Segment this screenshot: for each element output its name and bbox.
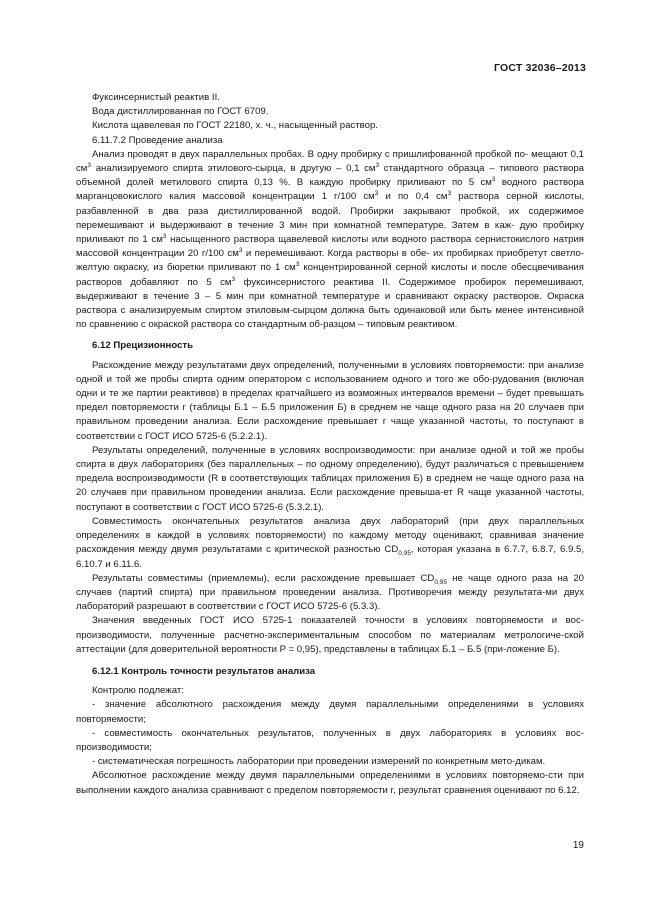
- text-run: и по 0,4 см: [378, 191, 448, 203]
- text-run: концентрированной: [299, 262, 392, 274]
- page-body: [76, 91, 584, 798]
- text-run: Совместимость окончательных результатов анализа двух лабораторий (при двух параллельных определениях в каждой в условиях повторяемости) по каждому методу оценивают, сравнивая значение расхождения между двумя результатами с критической разностью CD: [76, 515, 584, 556]
- precision-paragraph: [76, 515, 584, 572]
- superscript: 3: [375, 161, 380, 169]
- document-header: ГОСТ 32036–2013: [493, 62, 586, 74]
- precision-paragraph: [76, 572, 584, 615]
- section-heading-6-12-1: 6.12.1 Контроль точности результатов анализа: [92, 665, 316, 677]
- text-run: Результаты совместимы (приемлемы), если расхождение превышает CD: [92, 572, 435, 584]
- text-run: мещают 0,1 см: [76, 148, 585, 175]
- superscript: 3: [87, 161, 92, 169]
- text-run: Содержимое пробирок перемешивают, выдерживают в течение 3 – 5 мин при комнатной температуре и сравнивают окраску растворов. Окраска раствора с анализируемым спиртом этиловым-сырцом должна быть одинаковой или быть менее интенсивной по сравнению с окраской раствора со стандартным об-разцом – типовым реактивом.: [76, 276, 584, 331]
- precision-paragraph: Значения введенных ГОСТ ИСО 5725-1 показателей точности в условиях повторяемости и вос-производимости, полученные расчетно-экспериментальным способом по материалам метрологиче-ской аттестации (для доверительной вероятности P = 0,95), представлены в таблицах Б.1 – Б.5 (при-ложение Б).: [76, 615, 584, 655]
- section-heading-6-12: 6.12 Прецизионность: [92, 340, 194, 352]
- analysis-paragraph: [76, 148, 584, 333]
- text-run: и перемешивают. Когда растворы в обе-: [242, 248, 430, 260]
- intro-line: Вода дистиллированная по ГОСТ 6709.: [92, 106, 269, 118]
- text-run: , которая указана в 6.7.7, 6.8.7, 6.9.5, 6.10.7 и 6.11.6.: [76, 544, 584, 570]
- subscript: 0,95: [398, 550, 411, 558]
- text-run: дую пробирку приливают по 1 см: [76, 219, 584, 246]
- superscript: 3: [231, 275, 236, 283]
- intro-line: Кислота щавелевая по ГОСТ 22180, х. ч., насыщенный раствор.: [92, 120, 378, 132]
- control-list-item: - систематическая погрешность лаборатории при проведении измерений по конкретным мето-дикам.: [92, 756, 546, 768]
- text-run: раствора: [451, 191, 500, 203]
- intro-line: Фуксинсернистый реактив II.: [92, 92, 220, 103]
- control-list-item: - значение абсолютного расхождения между двумя параллельными определениями в условиях повторяемости;: [76, 699, 584, 725]
- control-list-item: - совместимость окончательных результатов, полученных в двух лабораториях в условиях вос-производимости;: [76, 727, 584, 753]
- superscript: 3: [447, 190, 452, 198]
- subsection-heading: 6.11.7.2 Проведение анализа: [92, 134, 223, 146]
- control-closing-paragraph: Абсолютное расхождение между двумя параллельными определениями в условиях повторяемо-сти при выполнении каждого анализа сравнивают с пределом повторяемости r, результат сравнения оценивают по 6.12.: [76, 770, 584, 796]
- subscript: 0,95: [434, 578, 447, 586]
- page-number: 19: [572, 840, 584, 851]
- text-run: их пробирках приобретут светло-желтую окраску, из бюретки приливают по 1 см: [76, 248, 584, 274]
- superscript: 3: [162, 232, 167, 240]
- text-run: насыщенного раствора щавелевой кислоты или водного раствора: [166, 234, 472, 246]
- superscript: 3: [374, 190, 379, 198]
- text-run: не чаще одного раза на 20 случаев (партий спирта) при правильном проведении анализа. Противоречия между результата-ми двух лабораторий разрешают в соответствии с ГОСТ ИСО 5725-6 (5.3.3).: [76, 572, 585, 613]
- text-run: водного раствора марганцовокислого калия массовой концентрации 1 г/100 см: [76, 177, 585, 203]
- text-run: серной кислоты, разбавленной в два раза дистиллированной водой. Пробирки закрывают пробкой, их содержимое перемешивают и выдерживают в течение 3 мин при комнатной температуре. Затем в каж-: [76, 191, 585, 231]
- superscript: 3: [491, 176, 496, 184]
- precision-paragraph: Результаты определений, полученные в условиях воспроизводимости: при анализе одной и той же пробы спирта в двух лабораториях (без параллельных – по одному определению), будут различаться с превышением предела воспроизводимости (R в соответствующих таблицах приложения Б) в среднем не чаще одного раза на 20 случаев при правильном проведении анализа. Если расхождение превыша-ет R чаще указанной частоты, поступают в соответствии с ГОСТ ИСО 5725-6 (5.3.2.1).: [76, 444, 584, 513]
- text-run: анализируемого спирта этилового-сырца, в другую – 0,1 см: [91, 163, 376, 175]
- superscript: 3: [295, 261, 300, 269]
- text-run: фуксинсернистого реактива II.: [235, 276, 391, 288]
- text-run: Анализ проводят в двух параллельных пробах. В одну пробирку с пришлифованной пробкой по-: [92, 148, 529, 160]
- text-run: стандартного образца –: [379, 163, 495, 175]
- precision-paragraph: Расхождение между результатами двух определений, полученными в условиях повторяемости: при анализе одной и той же пробы спирта одним оператором с использованием одного и того же обо-рудования (включая одни и те же партии реактивов) в пределах кратчайшего из возможных интервалов времени – будет превышать предел повторяемости r (таблицы Б.1 – Б.5 приложения Б) в среднем не чаще одного раза на 20 случаев при правильном проведении анализа. Если расхождение превышает r чаще указанной частоты, то поступают в соответствии с ГОСТ ИСО 5725-6 (5.2.2.1).: [76, 359, 584, 442]
- text-run: серной кислоты и после обесцвечивания растворов добавляют по 5 см: [76, 262, 584, 288]
- control-lead: Контролю подлежат:: [92, 685, 184, 697]
- superscript: 3: [238, 247, 243, 255]
- text-run: сернистокислого натрия массовой концентрации 20 г/100 см: [76, 234, 584, 260]
- text-run: типового раствора объемной долей метилового спирта 0,13 %. В каждую пробирку приливают по 5 см: [76, 163, 584, 189]
